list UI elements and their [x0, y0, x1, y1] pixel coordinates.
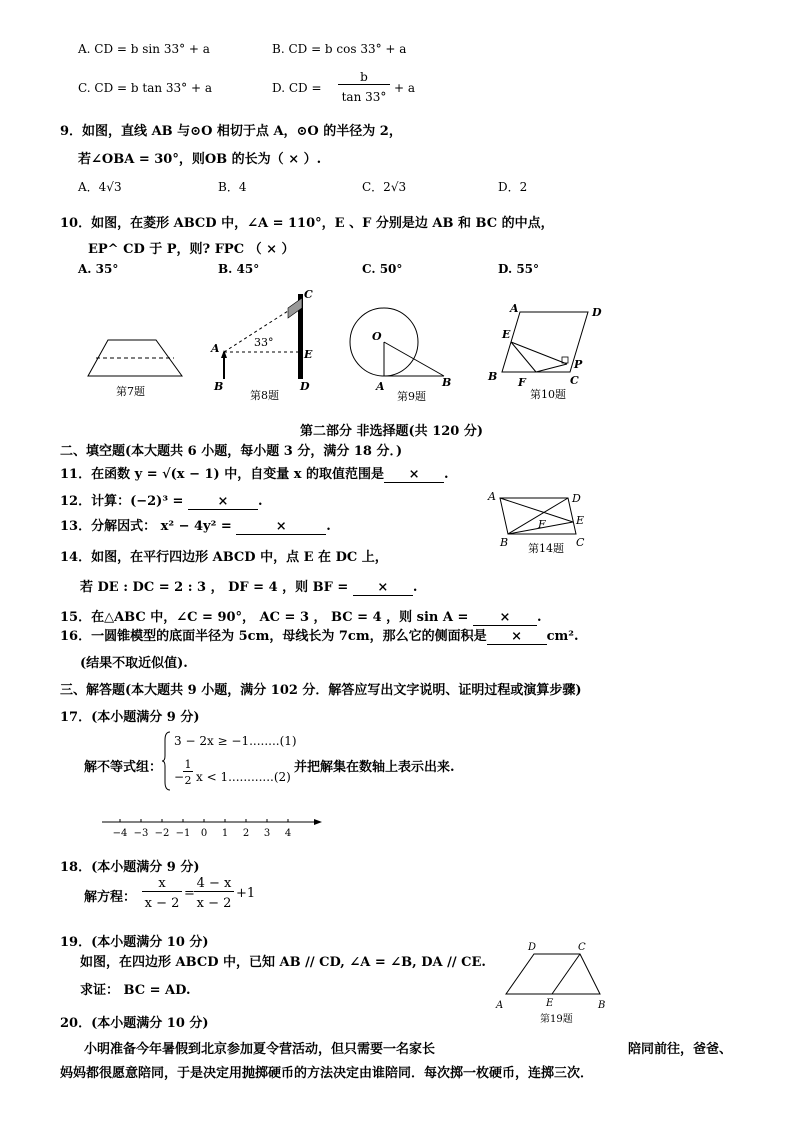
q11-blank[interactable]: ×	[384, 467, 444, 483]
q14-line1: 14．如图，在平行四边形 ABCD 中，点 E 在 DC 上，	[60, 550, 388, 565]
q8-option-a: A. CD = b sin 33° + a	[78, 42, 210, 56]
figure-7-caption: 第7题	[116, 385, 145, 398]
figure-8-label-c: C	[304, 288, 313, 301]
q16-blank[interactable]: ×	[487, 629, 547, 645]
number-line-label: 2	[242, 828, 250, 839]
q9-line2: 若∠OBA = 30°，则OB 的长为（ × ）.	[78, 152, 322, 167]
figure-19-label-c: C	[578, 942, 586, 953]
question-11	[60, 463, 449, 483]
q16-note: (结果不取近似值).	[80, 656, 188, 671]
q10-line1: 10．如图，在菱形 ABCD 中，∠A = 110°，E 、F 分别是边 AB 和 BC 的中点，	[60, 216, 554, 231]
q17-prompt: 解不等式组：	[84, 760, 163, 775]
number-line-label: 3	[263, 828, 271, 839]
q19-line1: 如图，在四边形 ABCD 中，已知 AB // CD, ∠A = ∠B, DA // CE.	[80, 955, 486, 970]
q12-blank[interactable]: ×	[188, 494, 258, 510]
q20-line1a: 小明准备今年暑假到北京参加夏令营活动，但只需要一名家长	[84, 1042, 436, 1057]
q17-inequality-2: x < 1............(2)	[196, 770, 291, 784]
figure-14-label-a: A	[488, 490, 496, 503]
q10-line2: EP^ CD 于 P，则? FPC （ × ）	[88, 242, 295, 257]
q17-eq2-minus: −	[174, 770, 185, 784]
q9-option-a: A．4√3	[78, 180, 122, 194]
figure-10-label-p: P	[574, 358, 583, 371]
number-line-label: 1	[221, 828, 229, 839]
number-line-label: −3	[133, 828, 149, 839]
q16-text: 16．一圆锥模型的底面半径为 5cm，母线长为 7cm，那么它的侧面积是	[60, 629, 487, 644]
q16-unit: cm².	[546, 629, 579, 644]
figure-8-angle: 33°	[254, 336, 274, 349]
q8-option-c: C. CD = b tan 33° + a	[78, 81, 212, 95]
q15-blank[interactable]: ×	[473, 610, 537, 626]
part2-title: 第二部分 非选择题(共 120 分)	[300, 424, 484, 439]
figure-14-label-e: E	[576, 514, 585, 527]
q20-heading: 20．(本小题满分 10 分)	[60, 1016, 209, 1031]
figure-14-caption: 第14题	[528, 542, 564, 555]
q20-line1b: 陪同前往，爸爸、	[628, 1042, 733, 1057]
q8-option-d-suffix: + a	[394, 81, 416, 95]
q17-system	[162, 730, 297, 792]
figure-8-label-a: A	[211, 342, 220, 355]
figure-19-label-d: D	[528, 942, 537, 953]
figure-14-label-b: B	[500, 536, 509, 549]
figure-10-label-c: C	[570, 374, 579, 387]
q18-heading: 18．(本小题满分 9 分)	[60, 860, 200, 875]
figure-8-label-e: E	[304, 348, 313, 361]
q14-blank[interactable]: ×	[353, 580, 413, 596]
q17-heading: 17．(本小题满分 9 分)	[60, 710, 200, 725]
q9-line1: 9．如图，直线 AB 与⊙O 相切于点 A，⊙O 的半径为 2，	[60, 124, 402, 139]
question-15	[60, 606, 541, 626]
number-line-label: −2	[154, 828, 170, 839]
figure-10-label-f: F	[518, 376, 526, 389]
figure-9-label-b: B	[442, 376, 452, 389]
number-line-label: 4	[284, 828, 292, 839]
q18-plus-one: +1	[236, 886, 256, 901]
q18-right-numerator: 4 − x	[194, 876, 234, 892]
q14-period: .	[412, 580, 418, 595]
q10-option-c: C. 50°	[362, 262, 403, 276]
q15-period: .	[536, 610, 542, 625]
figure-19-label-e: E	[546, 998, 554, 1009]
question-14-line2	[80, 576, 417, 596]
number-line	[100, 812, 330, 842]
figure-8-label-b: B	[214, 380, 224, 393]
figure-10-rhombus	[484, 298, 604, 390]
q18-left-numerator: x	[142, 876, 182, 892]
q8-option-d-prefix: D. CD =	[272, 81, 322, 95]
number-line-label: −1	[175, 828, 191, 839]
number-line-label: 0	[200, 828, 208, 839]
figure-19-label-b: B	[598, 1000, 606, 1011]
figure-19-caption: 第19题	[540, 1014, 573, 1025]
section3-heading: 三、解答题(本大题共 9 小题，满分 102 分．解答应写出文字说明、证明过程或演算步骤)	[60, 683, 582, 698]
q18-equals: =	[184, 886, 195, 901]
figure-10-label-d: D	[592, 306, 602, 319]
q19-heading: 19．(本小题满分 10 分)	[60, 935, 209, 950]
figure-14-label-f: F	[538, 518, 546, 531]
q20-line2: 妈妈都很愿意陪同，于是决定用抛掷硬币的方法决定由谁陪同．每次掷一枚硬币，连掷三次．	[60, 1066, 594, 1081]
q17-inequality-1: 3 − 2x ≥ −1........(1)	[174, 734, 297, 748]
q11-period: .	[444, 467, 449, 482]
section2-heading: 二、填空题(本大题共 6 小题，每小题 3 分，满分 18 分．)	[60, 444, 403, 459]
q13-period: .	[326, 519, 331, 534]
figure-10-caption: 第10题	[530, 388, 566, 401]
q10-option-d: D. 55°	[498, 262, 540, 276]
figure-8-label-d: D	[300, 380, 310, 393]
q18-right-denominator: x − 2	[196, 896, 232, 911]
q15-text: 15．在△ABC 中，∠C = 90°， AC = 3 ， BC = 4 ，则 sin A =	[60, 610, 469, 625]
q18-prompt: 解方程：	[84, 890, 137, 905]
figure-10-label-e: E	[502, 328, 511, 341]
q8-option-d-numerator: b	[338, 70, 390, 85]
q17-eq2-denominator: 2	[184, 774, 192, 787]
question-16	[60, 625, 578, 645]
q13-text: 13．分解因式： x² − 4y² =	[60, 519, 232, 534]
figure-14-label-d: D	[572, 492, 581, 505]
figure-14-label-c: C	[576, 536, 585, 549]
q14-text: 若 DE : DC = 2 : 3 ， DF = 4 ，则 BF =	[80, 580, 349, 595]
figure-8-height-diagram	[206, 284, 326, 394]
number-line-label: −4	[112, 828, 128, 839]
q9-option-b: B．4	[218, 180, 247, 194]
q11-text: 11．在函数 y = √(x − 1) 中，自变量 x 的取值范围是	[60, 467, 385, 482]
question-13	[60, 515, 331, 535]
figure-19-label-a: A	[496, 1000, 504, 1011]
figure-10-label-b: B	[488, 370, 498, 383]
q13-blank[interactable]: ×	[236, 519, 326, 535]
q18-left-denominator: x − 2	[144, 896, 180, 911]
q17-eq2-numerator: 1	[184, 758, 192, 771]
figure-9-label-a: A	[376, 380, 385, 393]
brace-icon	[162, 730, 172, 792]
figure-9-circle	[340, 306, 460, 398]
q8-option-d-denominator: tan 33°	[341, 90, 387, 104]
question-12	[60, 490, 263, 510]
q9-option-c: C．2√3	[362, 180, 407, 194]
q10-option-a: A. 35°	[78, 262, 119, 276]
figure-9-label-o: O	[372, 330, 382, 343]
q12-period: .	[257, 494, 263, 509]
q9-option-d: D．2	[498, 180, 528, 194]
figure-10-label-a: A	[510, 302, 519, 315]
q19-line2: 求证： BC = AD.	[80, 983, 191, 998]
figure-9-caption: 第9题	[397, 390, 426, 403]
q17-instruction: 并把解集在数轴上表示出来.	[294, 760, 455, 775]
q10-option-b: B. 45°	[218, 262, 260, 276]
q12-text: 12．计算：(−2)³ =	[60, 494, 184, 509]
q8-option-b: B. CD = b cos 33° + a	[272, 42, 407, 56]
q18-equation	[84, 874, 284, 918]
figure-8-caption: 第8题	[250, 389, 279, 402]
